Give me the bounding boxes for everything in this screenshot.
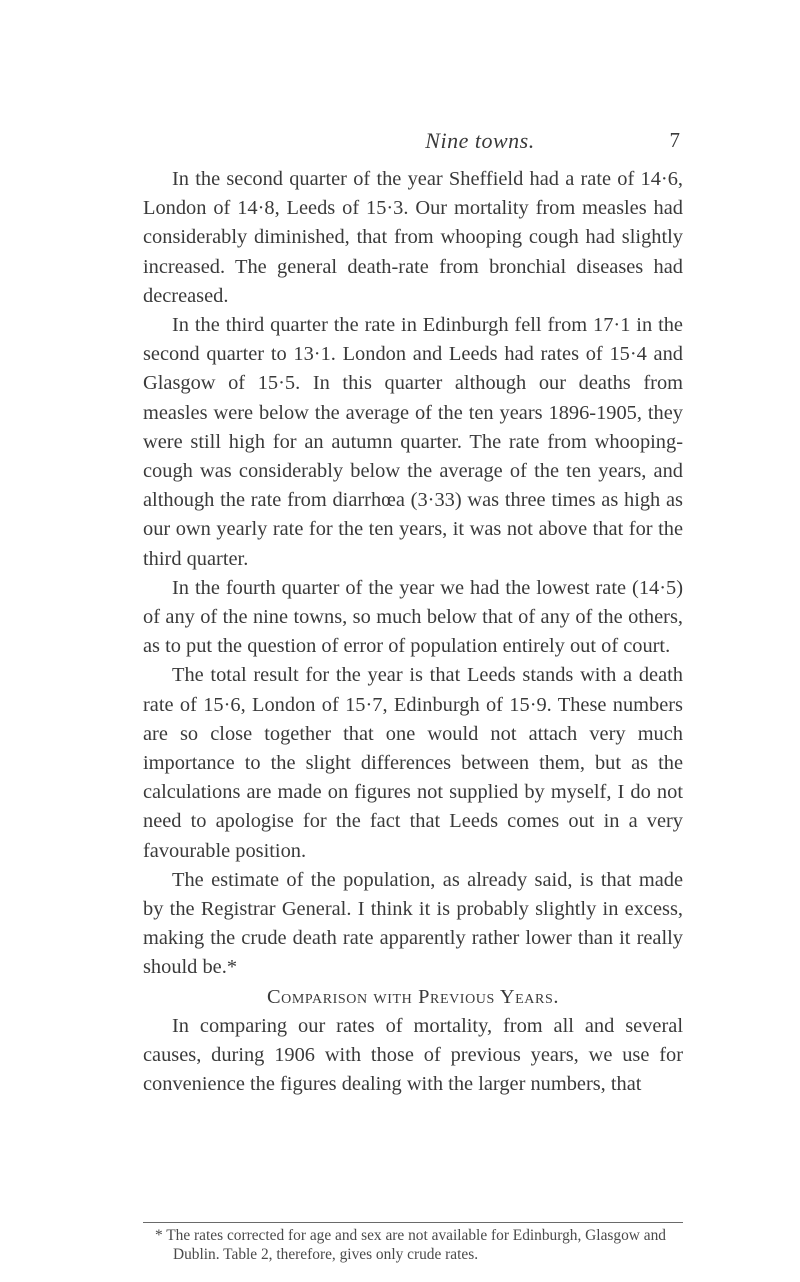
paragraph-population-estimate: The estimate of the population, as already said, is that made by the Registrar General. I think it is probably slightly in excess, making the crude death rate apparently rather lower than it really should be.* (143, 868, 683, 979)
footnote-divider (143, 1222, 683, 1223)
paragraph-third-quarter: In the third quarter the rate in Edinburgh fell from 17·1 in the second quarter to 13·1. London and Leeds had rates of 15·4 and Glasgow of 15·5. In this quarter although our deaths from measles were below the average of the ten years 1896-1905, they were still high for an autumn quarter. The rate from whooping-cough was considerably below the average of the ten years, and although the rate from diarrhœa (3·33) was three times as high as our own yearly rate for the ten years, it was not above that for the third quarter. (143, 314, 683, 570)
page-number: 7 (669, 128, 680, 152)
paragraph-fourth-quarter: In the fourth quarter of the year we had the lowest rate (14·5) of any of the nine towns, so much below that of any of the others, as to put the question of error of population entirely out of court. (143, 576, 683, 658)
paragraph-total-result: The total result for the year is that Leeds stands with a death rate of 15·6, London of 15·7, Edinburgh of 15·9. These numbers are so close together that one would not attach very much importance to the slight differences between them, but as the calculations are made on figures not supplied by myself, I do not need to apologise for the fact that Leeds comes out in a very favourable position. (143, 664, 683, 862)
page-header (300, 128, 680, 158)
paragraph-comparison: In comparing our rates of mortality, from all and several causes, during 1906 with those of previous years, we use for convenience the figures dealing with the larger numbers, that (143, 1014, 683, 1096)
footnote (143, 1226, 683, 1264)
footnote-text: * The rates corrected for age and sex are not available for Edinburgh, Glasgow and Dublin. Table 2, therefore, gives only crude rates. (155, 1227, 666, 1263)
section-heading: Comparison with Previous Years. (266, 985, 560, 1008)
running-title: Nine towns. (425, 128, 535, 153)
paragraph-second-quarter: In the second quarter of the year Sheffield had a rate of 14·6, London of 14·8, Leeds of 15·3. Our mortality from measles had considerably diminished, that from whooping cough had slightly increased. The general death-rate from bronchial diseases had decreased. (143, 168, 683, 307)
body-text (143, 165, 683, 1100)
